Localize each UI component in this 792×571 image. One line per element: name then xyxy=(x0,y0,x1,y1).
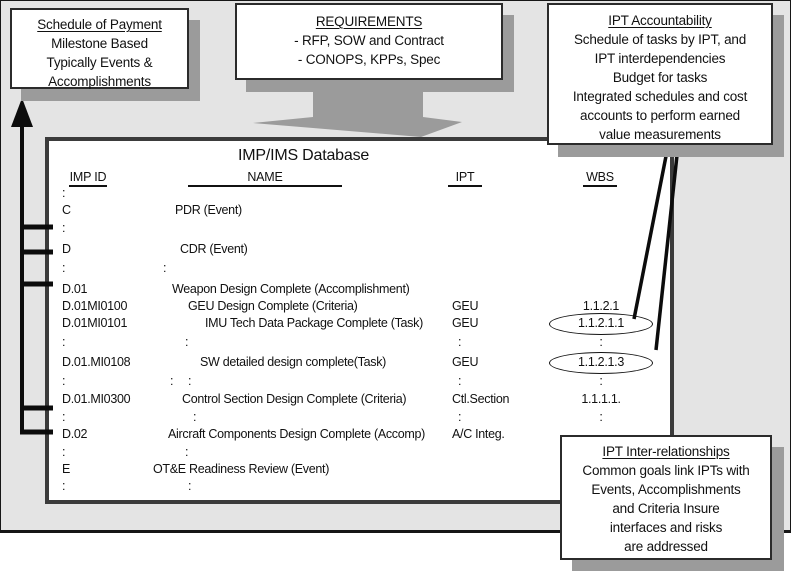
callout-line: accounts to perform earned xyxy=(580,108,740,123)
cell-imp-dots: : xyxy=(62,186,66,200)
callout-title: REQUIREMENTS xyxy=(315,14,423,29)
cell-wbs wbs-dots: : xyxy=(599,374,603,388)
wbs-highlight-oval xyxy=(549,352,653,374)
column-header-wbs: WBS xyxy=(583,170,617,187)
cell-name: GEU Design Complete (Criteria) xyxy=(188,299,358,313)
callout-line: are addressed xyxy=(624,539,708,554)
cell-imp: C xyxy=(62,203,71,217)
callout-line: IPT interdependencies xyxy=(594,51,726,66)
table-row xyxy=(0,299,792,317)
cell-name-dots: : xyxy=(193,410,197,424)
cell-name: OT&E Readiness Review (Event) xyxy=(153,462,330,476)
cell-imp: D.01MI0101 xyxy=(62,316,128,330)
callout-ipt-inter-relationships xyxy=(560,435,772,560)
cell-wbs: 1.1.1.1. xyxy=(581,392,621,406)
callout-line: Events, Accomplishments xyxy=(591,482,741,497)
cell-name: IMU Tech Data Package Complete (Task) xyxy=(205,316,423,330)
cell-ipt-dots: : xyxy=(458,335,462,349)
table-dots-row xyxy=(0,221,792,239)
callout-title: Schedule of Payment xyxy=(37,17,162,32)
cell-ipt: GEU xyxy=(452,299,479,313)
callout-schedule-of-payment xyxy=(10,8,189,89)
cell-imp: E xyxy=(62,462,71,476)
cell-name-dots: : xyxy=(163,261,167,275)
table-row xyxy=(0,316,792,334)
cell-name: CDR (Event) xyxy=(180,242,248,256)
cell-imp-dots: : xyxy=(62,479,66,493)
table-dots-row xyxy=(0,335,792,353)
cell-imp: D.01.MI0300 xyxy=(62,392,131,406)
table-row xyxy=(0,355,792,373)
callout-line: Schedule of tasks by IPT, and xyxy=(573,32,747,47)
callout-body xyxy=(549,30,771,144)
cell-imp: D.02 xyxy=(62,427,88,441)
callout-line: Integrated schedules and cost xyxy=(572,89,748,104)
cell-name: PDR (Event) xyxy=(175,203,242,217)
table-dots-row xyxy=(0,186,792,204)
callout-line: Common goals link IPTs with xyxy=(582,463,750,478)
callout-line: Accomplishments xyxy=(48,74,151,89)
callout-ipt-accountability xyxy=(547,3,773,145)
cell-wbs: 1.1.2.1.3 xyxy=(578,355,624,369)
callout-body xyxy=(562,461,770,556)
cell-imp-dots: : xyxy=(62,374,66,388)
callout-line: Milestone Based xyxy=(51,36,148,51)
cell-ipt: A/C Integ. xyxy=(452,427,505,441)
table-row xyxy=(0,282,792,300)
column-header-ipt: IPT xyxy=(448,170,482,187)
table-dots-row xyxy=(0,261,792,279)
cell-name-dots: : xyxy=(188,374,192,388)
callout-requirements xyxy=(235,3,503,80)
callout-line: Budget for tasks xyxy=(612,70,708,85)
wbs-highlight-oval xyxy=(549,313,653,335)
cell-name-dots: : xyxy=(185,335,189,349)
cell-ipt: GEU xyxy=(452,355,479,369)
callout-line: Typically Events & xyxy=(46,55,153,70)
table-row xyxy=(0,203,792,221)
table-row xyxy=(0,392,792,410)
cell-ipt-dots: : xyxy=(458,410,462,424)
cell-imp-dots: : xyxy=(62,445,66,459)
cell-name: Weapon Design Complete (Accomplishment) xyxy=(172,282,410,296)
table-dots-row xyxy=(0,374,792,392)
callout-line: and Criteria Insure xyxy=(612,501,720,516)
cell-imp: D.01 xyxy=(62,282,88,296)
cell-name-dots: : xyxy=(170,374,174,388)
cell-wbs wbs-dots: : xyxy=(599,335,603,349)
database-title: IMP/IMS Database xyxy=(238,147,370,164)
callout-title: IPT Inter-relationships xyxy=(602,444,730,459)
callout-line: value measurements xyxy=(599,127,721,142)
table-row xyxy=(0,242,792,260)
callout-line: - CONOPS, KPPs, Spec xyxy=(297,52,441,67)
table-dots-row xyxy=(0,410,792,428)
cell-name-dots: : xyxy=(188,479,192,493)
cell-imp: D.01.MI0108 xyxy=(62,355,131,369)
column-header-imp-id: IMP ID xyxy=(69,170,107,187)
cell-imp-dots: : xyxy=(62,410,66,424)
cell-name: Aircraft Components Design Complete (Accomp) xyxy=(168,427,426,441)
cell-ipt: Ctl.Section xyxy=(452,392,510,406)
cell-name-dots: : xyxy=(185,445,189,459)
column-header-name: NAME xyxy=(188,170,342,187)
cell-imp: D.01MI0100 xyxy=(62,299,128,313)
cell-ipt-dots: : xyxy=(458,374,462,388)
cell-imp-dots: : xyxy=(62,221,66,235)
cell-imp: D xyxy=(62,242,71,256)
cell-wbs: 1.1.2.1.1 xyxy=(578,316,624,330)
callout-body xyxy=(237,31,501,69)
cell-imp-dots: : xyxy=(62,261,66,275)
cell-ipt: GEU xyxy=(452,316,479,330)
callout-line: interfaces and risks xyxy=(609,520,723,535)
callout-title: IPT Accountability xyxy=(608,13,712,28)
cell-wbs wbs-dots: : xyxy=(599,410,603,424)
cell-wbs: 1.1.2.1 xyxy=(582,299,620,313)
cell-name: SW detailed design complete(Task) xyxy=(200,355,387,369)
cell-imp-dots: : xyxy=(62,335,66,349)
cell-name: Control Section Design Complete (Criteria) xyxy=(182,392,407,406)
callout-line: - RFP, SOW and Contract xyxy=(294,33,444,48)
callout-body xyxy=(12,34,187,91)
